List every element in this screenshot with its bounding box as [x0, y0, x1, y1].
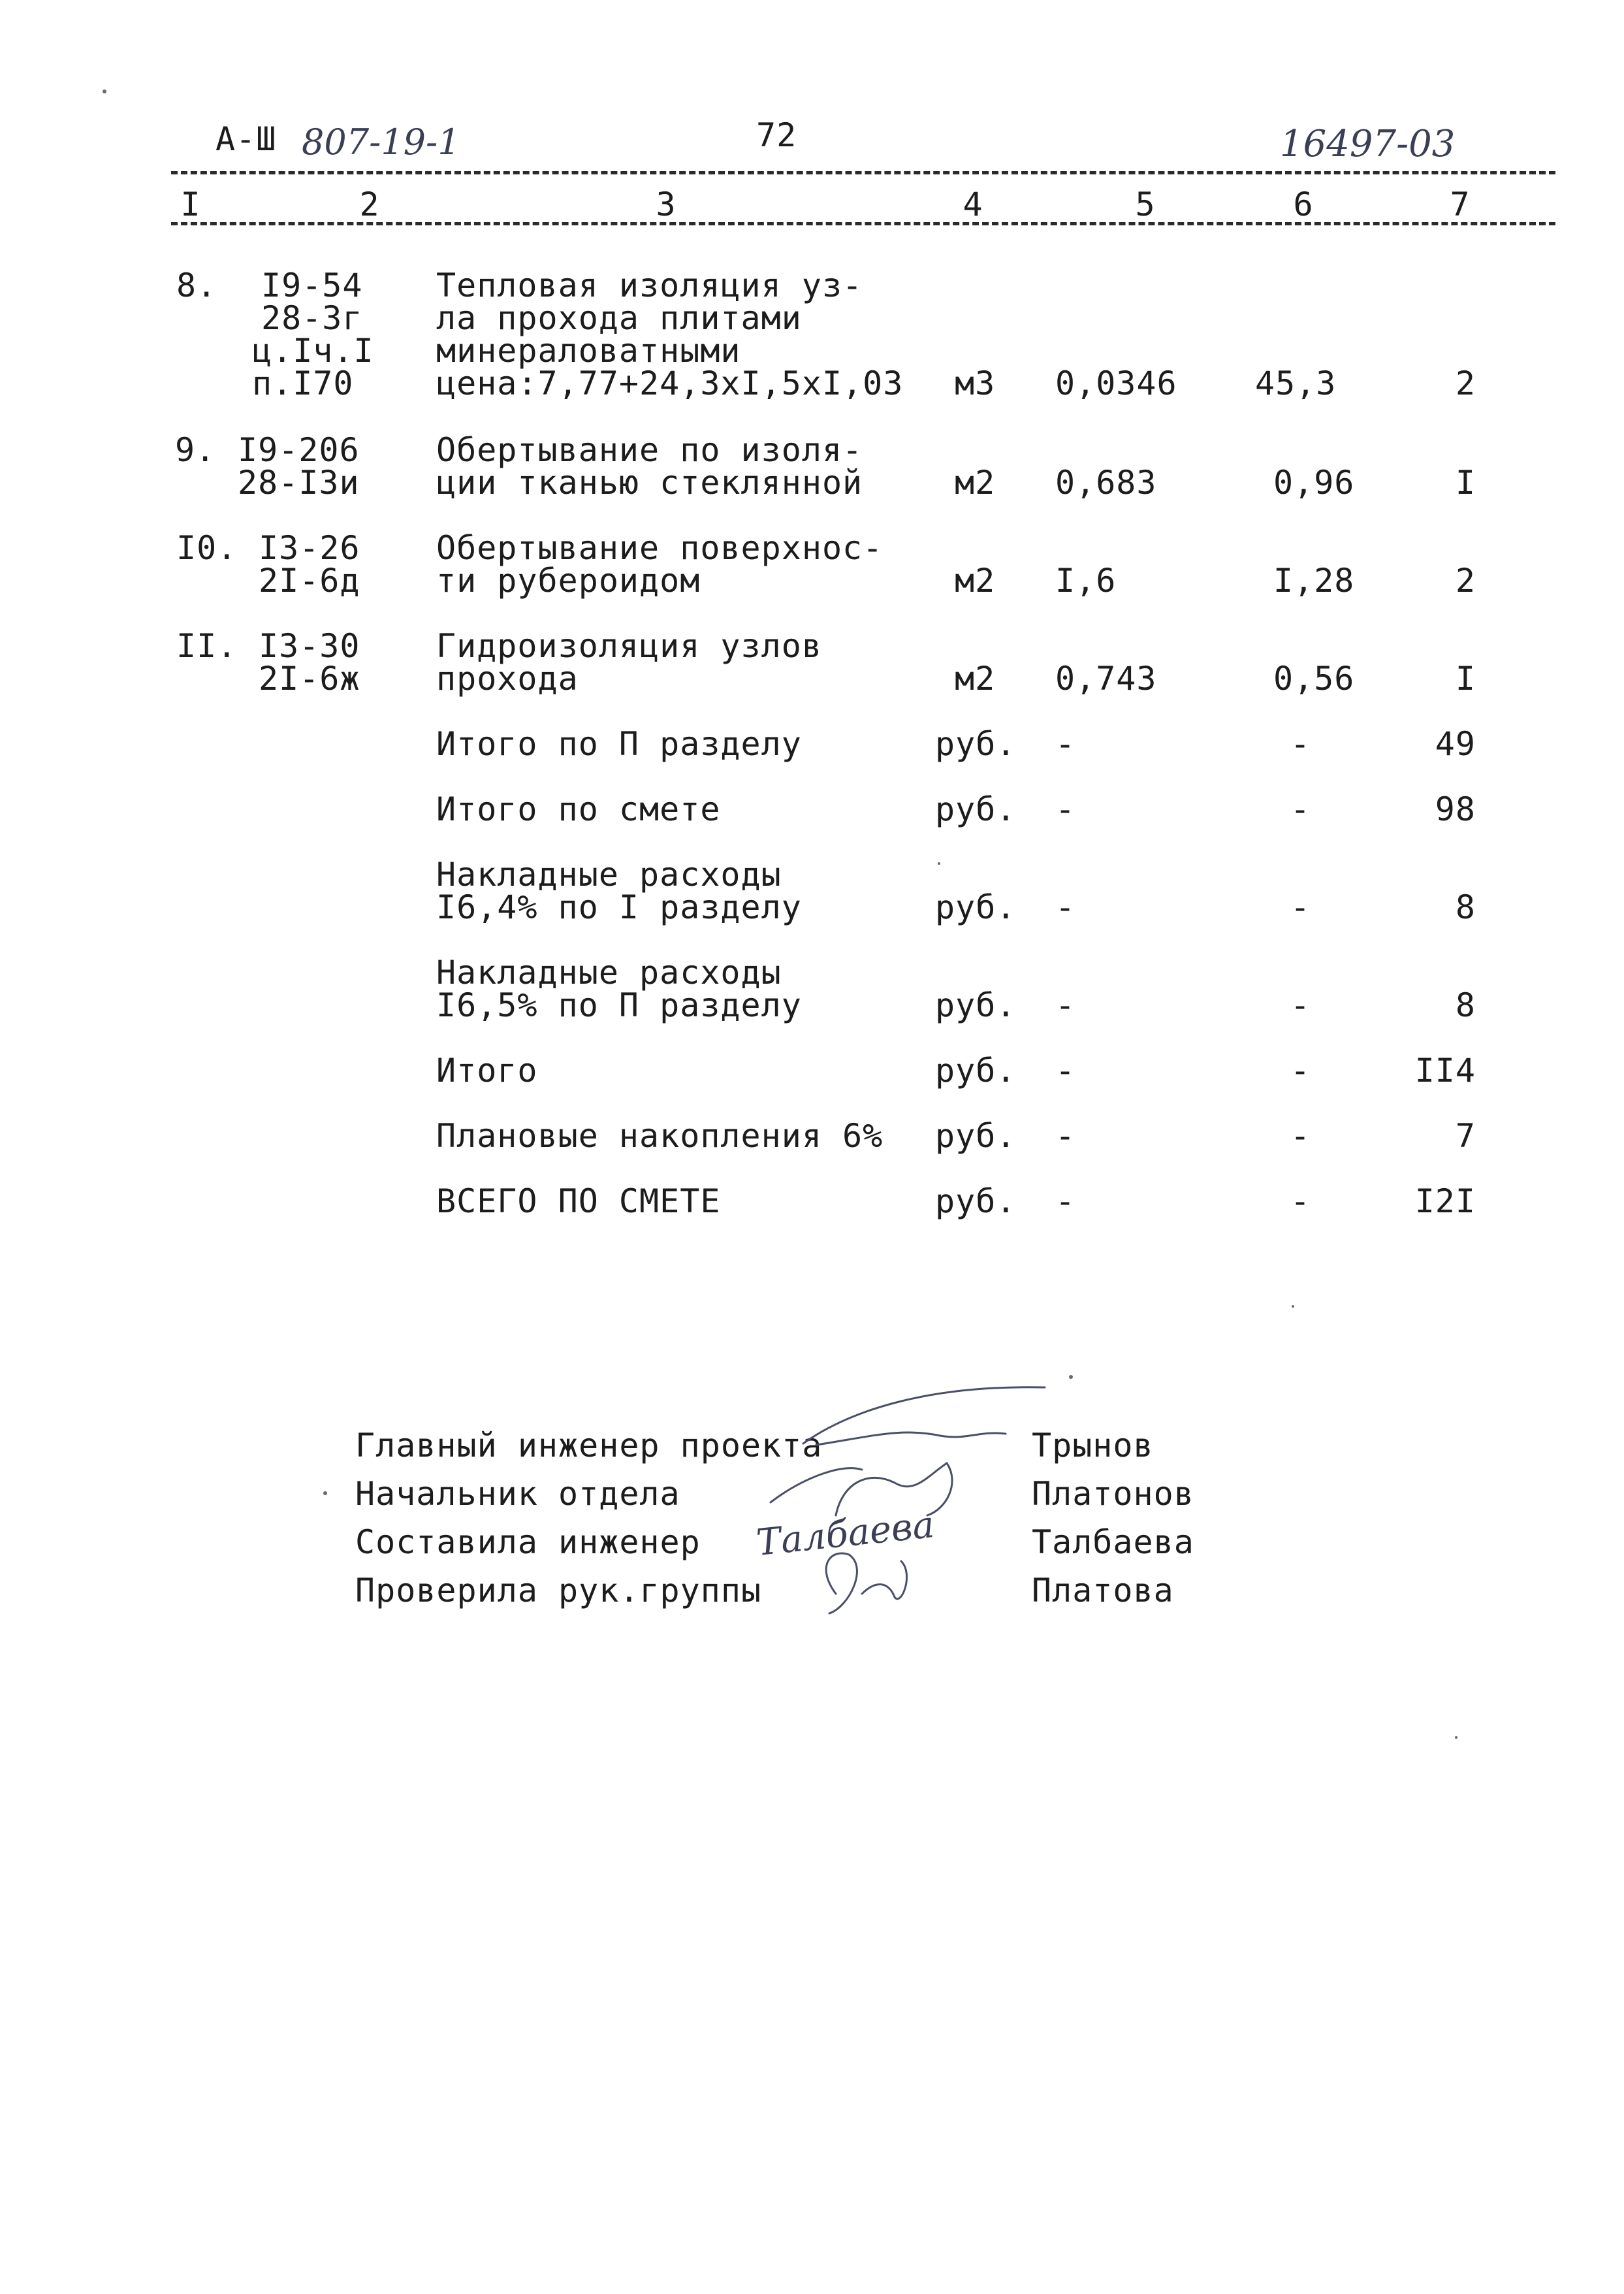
- summary-price: -: [1290, 888, 1311, 926]
- row-name: Обертывание поверхнос-: [436, 529, 884, 567]
- row-total: I: [1455, 464, 1476, 502]
- page-number: 72: [756, 116, 797, 154]
- row-code: I3-26: [259, 529, 360, 567]
- summary-total: 98: [1435, 790, 1476, 828]
- row-total: I: [1455, 660, 1476, 698]
- row-name: цена:7,77+24,3хI,5хI,03: [436, 364, 904, 402]
- row-code: 28-I3и: [238, 464, 360, 502]
- signature-trynov: [803, 1387, 1045, 1445]
- row-price: 0,96: [1273, 464, 1355, 502]
- summary-price: -: [1290, 725, 1311, 763]
- row-unit: м2: [955, 660, 996, 698]
- signature-name: Талбаева: [1032, 1523, 1194, 1561]
- signature-platonov: [771, 1463, 952, 1515]
- row-code: I9-54: [261, 267, 363, 304]
- summary-name: I6,4% по I разделу: [436, 888, 802, 926]
- summary-total: II4: [1414, 1052, 1476, 1090]
- row-price: I,28: [1273, 562, 1355, 600]
- row-unit: м2: [955, 464, 996, 502]
- summary-qty: -: [1055, 725, 1076, 763]
- signature-role: Главный инженер проекта: [355, 1427, 823, 1464]
- row-code: п.I70: [252, 364, 354, 402]
- summary-unit: руб.: [935, 986, 1017, 1024]
- row-total: 2: [1455, 562, 1476, 600]
- signature-role: Начальник отдела: [355, 1475, 680, 1513]
- summary-price: -: [1290, 986, 1311, 1024]
- row-code: ц.Iч.I: [252, 332, 374, 370]
- summary-qty: -: [1055, 986, 1076, 1024]
- summary-price: -: [1290, 1052, 1311, 1090]
- col-number-4: 4: [963, 186, 983, 223]
- scan-speck: [1455, 1736, 1457, 1739]
- row-name: ти рубероидом: [436, 562, 701, 600]
- sheet-label: А-Ш: [215, 120, 277, 158]
- summary-name: Итого по П разделу: [436, 725, 802, 763]
- summary-unit: руб.: [935, 1117, 1017, 1155]
- summary-name: Итого по смете: [436, 790, 721, 828]
- summary-name: ВСЕГО ПО СМЕТЕ: [436, 1182, 721, 1220]
- col-number-3: 3: [656, 186, 677, 223]
- row-code: I3-30: [259, 627, 360, 665]
- summary-total: 7: [1455, 1117, 1476, 1155]
- summary-unit: руб.: [935, 888, 1017, 926]
- scan-speck: [938, 862, 940, 865]
- signature-name: Платонов: [1032, 1475, 1194, 1513]
- col-number-1: I: [180, 186, 201, 223]
- row-code: 2I-6ж: [259, 660, 360, 698]
- summary-qty: -: [1055, 1052, 1076, 1090]
- summary-total: 49: [1435, 725, 1476, 763]
- row-name: минераловатными: [436, 332, 741, 370]
- summary-unit: руб.: [935, 1182, 1017, 1220]
- signature-role: Составила инженер: [355, 1523, 701, 1561]
- col-number-6: 6: [1293, 186, 1314, 223]
- row-name: ла прохода плитами: [436, 299, 802, 337]
- summary-total: I2I: [1414, 1182, 1476, 1220]
- summary-total: 8: [1455, 986, 1476, 1024]
- row-unit: м2: [955, 562, 996, 600]
- signature-role: Проверила рук.группы: [355, 1572, 762, 1609]
- summary-qty: -: [1055, 1182, 1076, 1220]
- handwritten-signature-talbaeva: Талбаева: [754, 1503, 936, 1565]
- scan-speck: [103, 89, 106, 93]
- summary-price: -: [1290, 790, 1311, 828]
- summary-unit: руб.: [935, 1052, 1017, 1090]
- summary-unit: руб.: [935, 790, 1017, 828]
- row-unit: м3: [955, 364, 996, 402]
- signature-name: Трынов: [1032, 1427, 1154, 1464]
- summary-qty: -: [1055, 790, 1076, 828]
- scan-speck: [1069, 1375, 1073, 1379]
- summary-qty: -: [1055, 1117, 1076, 1155]
- row-price: 0,56: [1273, 660, 1355, 698]
- row-name: прохода: [436, 660, 579, 698]
- scan-speck: [323, 1491, 327, 1495]
- row-qty: 0,0346: [1055, 364, 1177, 402]
- summary-name: Накладные расходы: [436, 856, 782, 894]
- summary-name: Итого: [436, 1052, 538, 1090]
- row-code: I9-206: [238, 431, 360, 469]
- col-number-2: 2: [359, 186, 380, 223]
- summary-price: -: [1290, 1182, 1311, 1220]
- summary-qty: -: [1055, 888, 1076, 926]
- row-price: 45,3: [1255, 364, 1337, 402]
- row-number: I0.: [176, 529, 238, 567]
- row-number: II.: [176, 627, 238, 665]
- row-qty: I,6: [1055, 562, 1117, 600]
- signature-platova: [826, 1553, 906, 1613]
- row-name: Гидроизоляция узлов: [436, 627, 822, 665]
- summary-name: I6,5% по П разделу: [436, 986, 802, 1024]
- row-name: ции тканью стеклянной: [436, 464, 863, 502]
- col-number-5: 5: [1135, 186, 1156, 223]
- row-code: 2I-6д: [259, 562, 360, 600]
- series-handwritten: 807-19-1: [302, 121, 460, 163]
- row-name: Тепловая изоляция уз-: [436, 267, 863, 304]
- doc-number-handwritten: 16497-03: [1280, 123, 1456, 165]
- summary-total: 8: [1455, 888, 1476, 926]
- row-qty: 0,683: [1055, 464, 1157, 502]
- summary-name: Накладные расходы: [436, 954, 782, 992]
- summary-price: -: [1290, 1117, 1311, 1155]
- col-number-7: 7: [1450, 186, 1471, 223]
- row-number: 9.: [175, 431, 216, 469]
- row-qty: 0,743: [1055, 660, 1157, 698]
- summary-unit: руб.: [935, 725, 1017, 763]
- row-number: 8.: [176, 267, 217, 304]
- signature-name: Платова: [1032, 1572, 1174, 1609]
- scan-speck: [1292, 1305, 1294, 1308]
- row-name: Обертывание по изоля-: [436, 431, 863, 469]
- row-code: 28-3г: [261, 299, 363, 337]
- summary-name: Плановые накопления 6%: [436, 1117, 884, 1155]
- row-total: 2: [1455, 364, 1476, 402]
